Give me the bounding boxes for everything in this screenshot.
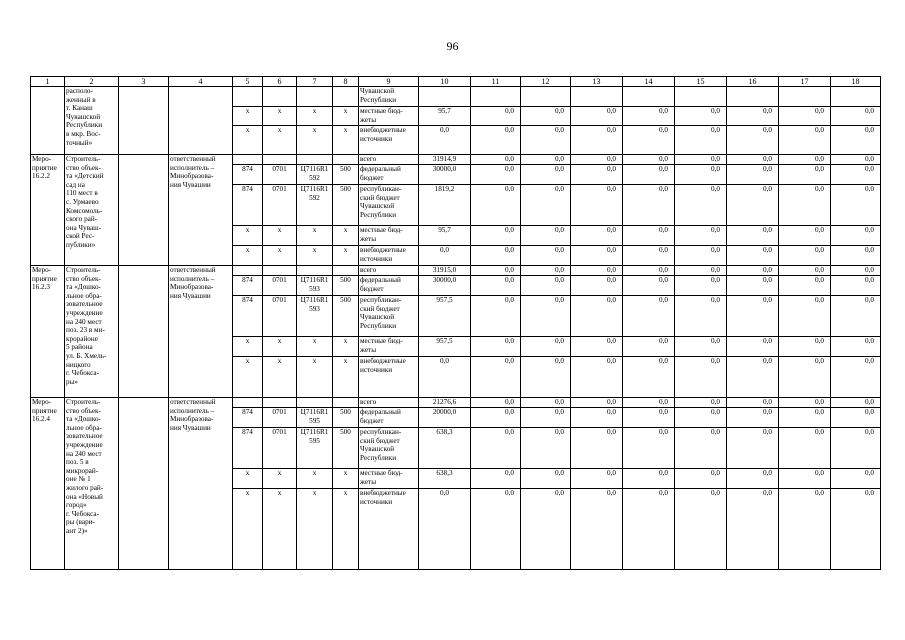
value-cell: 0,0 bbox=[521, 155, 571, 165]
column-number: 15 bbox=[675, 77, 727, 87]
source-cell: республикан- ский бюджет Чувашской Республики bbox=[359, 428, 419, 469]
value-cell: 0,0 bbox=[675, 469, 727, 489]
table-row bbox=[31, 87, 881, 107]
value-cell: 0,0 bbox=[779, 185, 831, 226]
value-cell: 0,0 bbox=[623, 126, 675, 155]
value-cell: 0,0 bbox=[623, 165, 675, 185]
table-body bbox=[31, 77, 881, 570]
value-cell: 0,0 bbox=[471, 266, 521, 276]
value-cell: 0,0 bbox=[779, 226, 831, 246]
value-cell: 0,0 bbox=[571, 357, 623, 398]
code-cell: х bbox=[297, 489, 333, 570]
value-cell: 0,0 bbox=[521, 469, 571, 489]
value-cell: 0,0 bbox=[571, 276, 623, 296]
column-number: 14 bbox=[623, 77, 675, 87]
value-cell: 0,0 bbox=[675, 276, 727, 296]
code-cell: х bbox=[333, 246, 359, 266]
code-cell: х bbox=[333, 226, 359, 246]
value-cell: 0,0 bbox=[779, 155, 831, 165]
value-cell: 0,0 bbox=[727, 469, 779, 489]
code-cell bbox=[333, 155, 359, 165]
value-cell: 0,0 bbox=[571, 408, 623, 428]
value-cell: 0,0 bbox=[831, 408, 881, 428]
code-cell: х bbox=[263, 357, 297, 398]
code-cell bbox=[297, 398, 333, 408]
total-cell: 1819,2 bbox=[419, 185, 471, 226]
value-cell: 0,0 bbox=[521, 107, 571, 126]
value-cell: 0,0 bbox=[831, 398, 881, 408]
value-cell: 0,0 bbox=[471, 185, 521, 226]
code-cell: 874 bbox=[233, 428, 263, 469]
code-cell: 500 bbox=[333, 408, 359, 428]
value-cell: 0,0 bbox=[675, 266, 727, 276]
code-cell: х bbox=[263, 107, 297, 126]
column-number: 5 bbox=[233, 77, 263, 87]
column-number: 1 bbox=[31, 77, 65, 87]
column-number: 8 bbox=[333, 77, 359, 87]
code-cell: Ц7116R1 595 bbox=[297, 408, 333, 428]
code-cell bbox=[263, 155, 297, 165]
value-cell: 0,0 bbox=[571, 469, 623, 489]
code-cell: х bbox=[233, 107, 263, 126]
value-cell bbox=[831, 87, 881, 107]
code-cell: 874 bbox=[233, 296, 263, 337]
code-cell bbox=[233, 87, 263, 107]
budget-table bbox=[30, 76, 881, 570]
column-number: 2 bbox=[65, 77, 119, 87]
value-cell: 0,0 bbox=[675, 155, 727, 165]
code-cell: х bbox=[333, 337, 359, 357]
code-cell: х bbox=[297, 469, 333, 489]
code-cell: х bbox=[333, 107, 359, 126]
value-cell: 0,0 bbox=[779, 266, 831, 276]
value-cell: 0,0 bbox=[521, 165, 571, 185]
value-cell: 0,0 bbox=[727, 408, 779, 428]
executor-cell bbox=[169, 87, 233, 155]
code-cell bbox=[263, 398, 297, 408]
value-cell: 0,0 bbox=[623, 226, 675, 246]
object-cell: Строитель- ство объек- та «Дошко- льное обра- зовательное учреждение на 240 мест поз. 23 в ми- крорайоне 5 района ул. Б. Хмель- ницкого г. Чебокса- ры» bbox=[65, 266, 119, 398]
value-cell: 0,0 bbox=[471, 107, 521, 126]
code-cell: Ц7116R1 592 bbox=[297, 165, 333, 185]
value-cell: 0,0 bbox=[623, 398, 675, 408]
value-cell: 0,0 bbox=[623, 337, 675, 357]
event-cell bbox=[31, 87, 65, 155]
code-cell: х bbox=[297, 337, 333, 357]
code-cell bbox=[263, 266, 297, 276]
event-cell: Меро- приятие 16.2.2 bbox=[31, 155, 65, 266]
value-cell: 0,0 bbox=[831, 357, 881, 398]
source-cell: федеральный бюджет bbox=[359, 165, 419, 185]
code-cell: х bbox=[263, 337, 297, 357]
executor-cell: ответственный исполнитель – Минобразова- ния Чувашии bbox=[169, 398, 233, 570]
value-cell: 0,0 bbox=[623, 357, 675, 398]
code-cell: х bbox=[297, 107, 333, 126]
value-cell: 0,0 bbox=[675, 226, 727, 246]
source-cell: местные бюд- жеты bbox=[359, 226, 419, 246]
value-cell: 0,0 bbox=[623, 469, 675, 489]
value-cell: 0,0 bbox=[779, 126, 831, 155]
value-cell: 0,0 bbox=[571, 428, 623, 469]
code-cell: х bbox=[233, 357, 263, 398]
value-cell: 0,0 bbox=[571, 398, 623, 408]
code-cell: х bbox=[233, 226, 263, 246]
value-cell: 0,0 bbox=[727, 428, 779, 469]
object-cell: Строитель- ство объек- та «Детский сад на 110 мест в с. Урмаево Комсомоль- ского рай- она Чуваш- ской Рес- публики» bbox=[65, 155, 119, 266]
total-cell: 638,3 bbox=[419, 428, 471, 469]
code-cell: х bbox=[263, 489, 297, 570]
value-cell: 0,0 bbox=[779, 428, 831, 469]
value-cell: 0,0 bbox=[779, 246, 831, 266]
column-number: 17 bbox=[779, 77, 831, 87]
total-cell: 95,7 bbox=[419, 226, 471, 246]
value-cell: 0,0 bbox=[779, 489, 831, 570]
column-number: 11 bbox=[471, 77, 521, 87]
value-cell: 0,0 bbox=[521, 428, 571, 469]
value-cell: 0,0 bbox=[727, 337, 779, 357]
executor-cell: ответственный исполнитель – Минобразова- ния Чувашии bbox=[169, 266, 233, 398]
value-cell: 0,0 bbox=[471, 226, 521, 246]
value-cell: 0,0 bbox=[623, 185, 675, 226]
value-cell: 0,0 bbox=[675, 408, 727, 428]
value-cell bbox=[471, 87, 521, 107]
total-cell: 0,0 bbox=[419, 489, 471, 570]
total-cell: 20000,0 bbox=[419, 408, 471, 428]
code-cell: х bbox=[297, 357, 333, 398]
source-cell: внебюджетные источники bbox=[359, 489, 419, 570]
value-cell: 0,0 bbox=[623, 266, 675, 276]
value-cell: 0,0 bbox=[779, 276, 831, 296]
code-cell bbox=[233, 155, 263, 165]
value-cell: 0,0 bbox=[727, 107, 779, 126]
total-cell: 30000,0 bbox=[419, 276, 471, 296]
value-cell: 0,0 bbox=[831, 296, 881, 337]
value-cell: 0,0 bbox=[571, 246, 623, 266]
value-cell bbox=[571, 87, 623, 107]
value-cell: 0,0 bbox=[779, 296, 831, 337]
value-cell: 0,0 bbox=[471, 276, 521, 296]
value-cell: 0,0 bbox=[471, 246, 521, 266]
value-cell: 0,0 bbox=[571, 165, 623, 185]
value-cell: 0,0 bbox=[471, 357, 521, 398]
value-cell: 0,0 bbox=[471, 398, 521, 408]
value-cell: 0,0 bbox=[521, 408, 571, 428]
executor-cell: ответственный исполнитель – Минобразова- ния Чувашии bbox=[169, 155, 233, 266]
code-cell: 874 bbox=[233, 165, 263, 185]
value-cell: 0,0 bbox=[779, 107, 831, 126]
total-cell bbox=[419, 87, 471, 107]
code-cell: Ц7116R1 593 bbox=[297, 276, 333, 296]
column-number: 13 bbox=[571, 77, 623, 87]
value-cell: 0,0 bbox=[727, 357, 779, 398]
source-cell: внебюджетные источники bbox=[359, 357, 419, 398]
source-cell: федеральный бюджет bbox=[359, 276, 419, 296]
source-cell: местные бюд- жеты bbox=[359, 469, 419, 489]
code-cell bbox=[297, 266, 333, 276]
column-number: 9 bbox=[359, 77, 419, 87]
value-cell: 0,0 bbox=[831, 107, 881, 126]
code-cell: Ц7116R1 593 bbox=[297, 296, 333, 337]
code-cell: х bbox=[233, 337, 263, 357]
event-cell: Меро- приятие 16.2.3 bbox=[31, 266, 65, 398]
value-cell: 0,0 bbox=[727, 126, 779, 155]
value-cell bbox=[675, 87, 727, 107]
code-cell: х bbox=[263, 246, 297, 266]
column-number: 10 bbox=[419, 77, 471, 87]
value-cell: 0,0 bbox=[831, 165, 881, 185]
value-cell: 0,0 bbox=[471, 489, 521, 570]
source-cell: республикан- ский бюджет Чувашской Республики bbox=[359, 296, 419, 337]
value-cell: 0,0 bbox=[521, 226, 571, 246]
code-cell bbox=[263, 87, 297, 107]
column-number: 7 bbox=[297, 77, 333, 87]
value-cell: 0,0 bbox=[779, 408, 831, 428]
value-cell: 0,0 bbox=[727, 489, 779, 570]
value-cell: 0,0 bbox=[831, 337, 881, 357]
value-cell: 0,0 bbox=[831, 428, 881, 469]
column-number: 3 bbox=[119, 77, 169, 87]
table-row bbox=[31, 398, 881, 408]
source-cell: всего bbox=[359, 155, 419, 165]
value-cell: 0,0 bbox=[571, 337, 623, 357]
value-cell: 0,0 bbox=[727, 165, 779, 185]
value-cell: 0,0 bbox=[571, 266, 623, 276]
code-cell: 874 bbox=[233, 408, 263, 428]
value-cell: 0,0 bbox=[471, 469, 521, 489]
total-cell: 31914,9 bbox=[419, 155, 471, 165]
value-cell: 0,0 bbox=[779, 469, 831, 489]
total-cell: 0,0 bbox=[419, 126, 471, 155]
code-cell bbox=[333, 266, 359, 276]
empty-cell bbox=[119, 87, 169, 155]
value-cell: 0,0 bbox=[831, 155, 881, 165]
code-cell: 500 bbox=[333, 296, 359, 337]
code-cell: 0701 bbox=[263, 408, 297, 428]
code-cell: х bbox=[233, 469, 263, 489]
column-number: 18 bbox=[831, 77, 881, 87]
code-cell: 0701 bbox=[263, 165, 297, 185]
value-cell: 0,0 bbox=[521, 266, 571, 276]
object-cell: располо- женный в т. Канаш Чувашской Республики в мкр. Вос- точный» bbox=[65, 87, 119, 155]
code-cell: х bbox=[333, 126, 359, 155]
value-cell: 0,0 bbox=[675, 107, 727, 126]
code-cell: 0701 bbox=[263, 276, 297, 296]
code-cell: х bbox=[297, 246, 333, 266]
total-cell: 0,0 bbox=[419, 246, 471, 266]
value-cell: 0,0 bbox=[571, 296, 623, 337]
code-cell: х bbox=[333, 357, 359, 398]
code-cell bbox=[333, 398, 359, 408]
value-cell: 0,0 bbox=[779, 165, 831, 185]
code-cell bbox=[297, 155, 333, 165]
value-cell: 0,0 bbox=[831, 469, 881, 489]
value-cell: 0,0 bbox=[571, 489, 623, 570]
value-cell: 0,0 bbox=[831, 276, 881, 296]
value-cell: 0,0 bbox=[471, 296, 521, 337]
code-cell: 500 bbox=[333, 428, 359, 469]
total-cell: 30000,0 bbox=[419, 165, 471, 185]
code-cell: х bbox=[233, 246, 263, 266]
code-cell: 500 bbox=[333, 276, 359, 296]
value-cell: 0,0 bbox=[727, 266, 779, 276]
value-cell bbox=[727, 87, 779, 107]
value-cell: 0,0 bbox=[571, 155, 623, 165]
value-cell: 0,0 bbox=[623, 107, 675, 126]
value-cell: 0,0 bbox=[623, 428, 675, 469]
code-cell: 500 bbox=[333, 185, 359, 226]
value-cell: 0,0 bbox=[831, 246, 881, 266]
column-number: 12 bbox=[521, 77, 571, 87]
code-cell: х bbox=[263, 126, 297, 155]
code-cell: 874 bbox=[233, 185, 263, 226]
value-cell: 0,0 bbox=[675, 398, 727, 408]
value-cell: 0,0 bbox=[727, 246, 779, 266]
code-cell bbox=[333, 87, 359, 107]
value-cell: 0,0 bbox=[471, 337, 521, 357]
page-number: 96 bbox=[446, 39, 459, 53]
value-cell: 0,0 bbox=[675, 246, 727, 266]
value-cell: 0,0 bbox=[521, 357, 571, 398]
code-cell: х bbox=[297, 126, 333, 155]
source-cell: Чувашской Республики bbox=[359, 87, 419, 107]
source-cell: республикан- ский бюджет Чувашской Республики bbox=[359, 185, 419, 226]
total-cell: 957,5 bbox=[419, 296, 471, 337]
value-cell: 0,0 bbox=[727, 398, 779, 408]
value-cell: 0,0 bbox=[831, 226, 881, 246]
value-cell: 0,0 bbox=[571, 185, 623, 226]
total-cell: 0,0 bbox=[419, 357, 471, 398]
value-cell: 0,0 bbox=[831, 185, 881, 226]
event-cell: Меро- приятие 16.2.4 bbox=[31, 398, 65, 570]
source-cell: федеральный бюджет bbox=[359, 408, 419, 428]
empty-cell bbox=[119, 266, 169, 398]
value-cell: 0,0 bbox=[521, 126, 571, 155]
value-cell: 0,0 bbox=[727, 226, 779, 246]
total-cell: 95,7 bbox=[419, 107, 471, 126]
value-cell: 0,0 bbox=[675, 357, 727, 398]
value-cell: 0,0 bbox=[675, 185, 727, 226]
source-cell: внебюджетные источники bbox=[359, 246, 419, 266]
value-cell: 0,0 bbox=[675, 337, 727, 357]
value-cell: 0,0 bbox=[675, 428, 727, 469]
value-cell: 0,0 bbox=[831, 489, 881, 570]
code-cell: Ц7116R1 592 bbox=[297, 185, 333, 226]
value-cell: 0,0 bbox=[571, 126, 623, 155]
code-cell: х bbox=[233, 489, 263, 570]
value-cell: 0,0 bbox=[521, 337, 571, 357]
code-cell: 0701 bbox=[263, 185, 297, 226]
value-cell: 0,0 bbox=[779, 398, 831, 408]
code-cell: 0701 bbox=[263, 428, 297, 469]
value-cell: 0,0 bbox=[521, 398, 571, 408]
code-cell: х bbox=[333, 469, 359, 489]
value-cell: 0,0 bbox=[623, 408, 675, 428]
column-number: 4 bbox=[169, 77, 233, 87]
code-cell: 874 bbox=[233, 276, 263, 296]
value-cell: 0,0 bbox=[779, 357, 831, 398]
source-cell: всего bbox=[359, 266, 419, 276]
value-cell: 0,0 bbox=[521, 489, 571, 570]
code-cell: х bbox=[263, 469, 297, 489]
value-cell: 0,0 bbox=[623, 155, 675, 165]
value-cell: 0,0 bbox=[471, 428, 521, 469]
value-cell: 0,0 bbox=[831, 126, 881, 155]
source-cell: местные бюд- жеты bbox=[359, 337, 419, 357]
value-cell bbox=[623, 87, 675, 107]
code-cell: х bbox=[263, 226, 297, 246]
source-cell: внебюджетные источники bbox=[359, 126, 419, 155]
value-cell: 0,0 bbox=[831, 266, 881, 276]
value-cell: 0,0 bbox=[521, 246, 571, 266]
value-cell: 0,0 bbox=[623, 276, 675, 296]
column-number: 16 bbox=[727, 77, 779, 87]
table-row bbox=[31, 155, 881, 165]
code-cell: х bbox=[297, 226, 333, 246]
value-cell: 0,0 bbox=[675, 165, 727, 185]
value-cell bbox=[779, 87, 831, 107]
value-cell: 0,0 bbox=[623, 489, 675, 570]
value-cell: 0,0 bbox=[571, 107, 623, 126]
total-cell: 31915,0 bbox=[419, 266, 471, 276]
source-cell: местные бюд- жеты bbox=[359, 107, 419, 126]
value-cell: 0,0 bbox=[471, 155, 521, 165]
value-cell: 0,0 bbox=[675, 126, 727, 155]
code-cell bbox=[233, 398, 263, 408]
table-row bbox=[31, 266, 881, 276]
value-cell: 0,0 bbox=[623, 296, 675, 337]
code-cell: 500 bbox=[333, 165, 359, 185]
total-cell: 957,5 bbox=[419, 337, 471, 357]
value-cell bbox=[521, 87, 571, 107]
empty-cell bbox=[119, 398, 169, 570]
code-cell: 0701 bbox=[263, 296, 297, 337]
empty-cell bbox=[119, 155, 169, 266]
column-number-row bbox=[31, 77, 881, 87]
object-cell: Строитель- ство объек- та «Дошко- льное обра- зовательное учреждение на 240 мест поз. 5 в микрорай- оне № 1 жилого рай- она «Новый город» г. Чебокса- ры (вари- ант 2)» bbox=[65, 398, 119, 570]
code-cell: Ц7116R1 595 bbox=[297, 428, 333, 469]
value-cell: 0,0 bbox=[521, 185, 571, 226]
value-cell: 0,0 bbox=[571, 226, 623, 246]
column-number: 6 bbox=[263, 77, 297, 87]
value-cell: 0,0 bbox=[471, 408, 521, 428]
value-cell: 0,0 bbox=[675, 296, 727, 337]
value-cell: 0,0 bbox=[675, 489, 727, 570]
value-cell: 0,0 bbox=[471, 165, 521, 185]
total-cell: 638,3 bbox=[419, 469, 471, 489]
value-cell: 0,0 bbox=[623, 246, 675, 266]
value-cell: 0,0 bbox=[727, 296, 779, 337]
value-cell: 0,0 bbox=[471, 126, 521, 155]
value-cell: 0,0 bbox=[521, 296, 571, 337]
value-cell: 0,0 bbox=[727, 155, 779, 165]
code-cell: х bbox=[233, 126, 263, 155]
value-cell: 0,0 bbox=[727, 185, 779, 226]
value-cell: 0,0 bbox=[521, 276, 571, 296]
total-cell: 21276,6 bbox=[419, 398, 471, 408]
value-cell: 0,0 bbox=[779, 337, 831, 357]
code-cell: х bbox=[333, 489, 359, 570]
value-cell: 0,0 bbox=[727, 276, 779, 296]
code-cell bbox=[297, 87, 333, 107]
code-cell bbox=[233, 266, 263, 276]
source-cell: всего bbox=[359, 398, 419, 408]
